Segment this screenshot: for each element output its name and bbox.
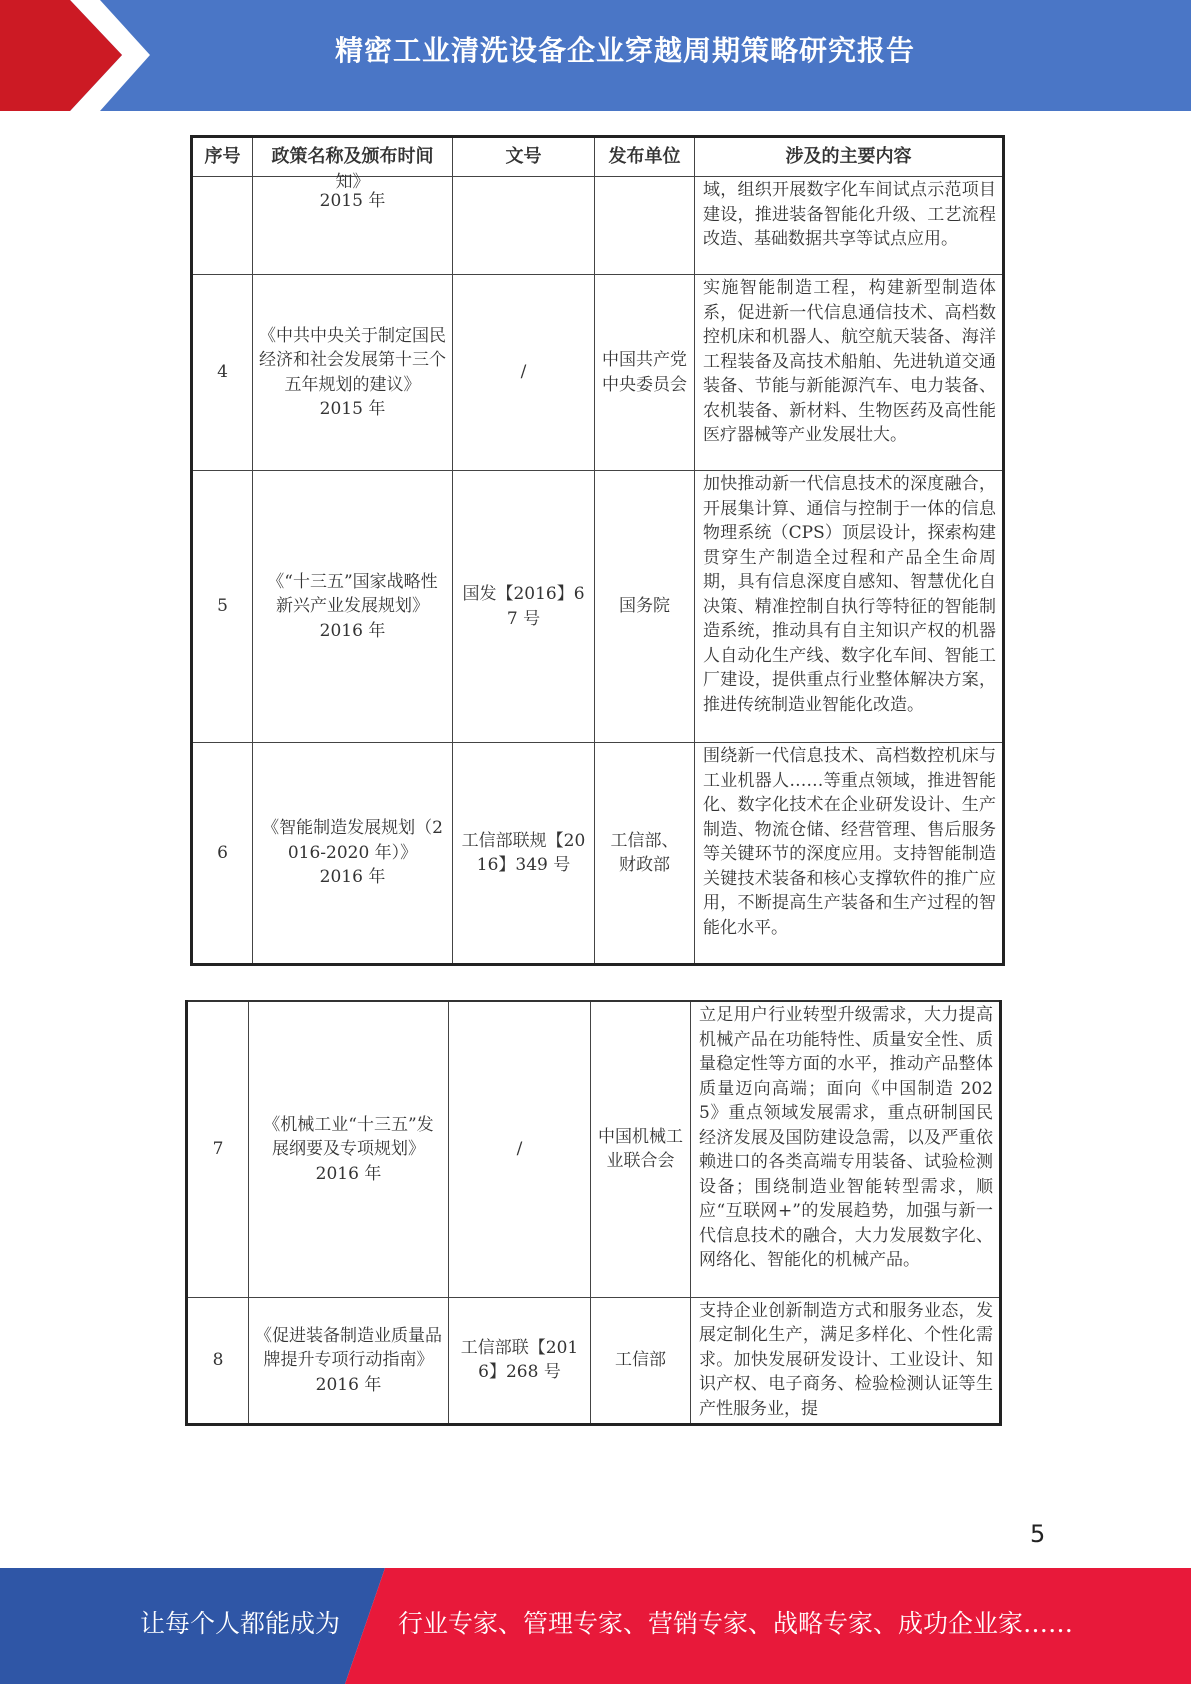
cell-content: 加快推动新一代信息技术的深度融合，开展集计算、通信与控制于一体的信息物理系统（CPS）顶层设计，探索构建贯穿生产制造全过程和产品全生命周期，具有信息深度自感知、智慧优化自决策、精准控制自执行等特征的智能制造系统，推动具有自主知识产权的机器人自动化生产线、数字化车间、智能工厂建设，提供重点行业整体解决方案，推进传统制造业智能化改造。 [695,471,1004,743]
policy-name: 《中共中央关于制定国民经济和社会发展第十三个五年规划的建议》 [259,325,446,395]
cell-content: 立足用户行业转型升级需求，大力提高机械产品在功能特性、质量安全性、质量稳定性等方面的水平，推动产品整体质量迈向高端；面向《中国制造 2025》重点领域发展需求，重点研制国民经济发展及国防建设急需，以及严重依赖进口的各类高端专用装备、试验检测设备；围绕制造业智能转型需求，顺应“互联网+”的发展趋势，加强与新一代信息技术的融合，大力发展数字化、网络化、智能化的机械产品。 [691,1001,1001,1297]
cell-issuer [595,743,695,965]
cell-issuer [595,275,695,471]
issuer-name: 国务院 [619,596,670,617]
cell-name [253,172,453,275]
policy-name: 《“十三五”国家战略性新兴产业发展规划》 [267,571,438,617]
table-header-row [192,137,1004,177]
column-header-name: 政策名称及颁布时间 [253,137,453,177]
cell-content: 实施智能制造工程，构建新型制造体系，促进新一代信息通信技术、高档数控机床和机器人、航空航天装备、海洋工程装备及高技术船舶、先进轨道交通装备、节能与新能源汽车、电力装备、农机装备、新材料、生物医药及高性能医疗器械等产业发展壮大。 [695,275,1004,471]
policy-name: 《机械工业“十三五”发展纲要及专项规划》 [263,1114,434,1159]
cell-doc [453,177,595,275]
cell-doc: 工信部联规【2016】349 号 [453,743,595,965]
cell-content: 围绕新一代信息技术、高档数控机床与工业机器人……等重点领域，推进智能化、数字化技术在企业研发设计、生产制造、物流仓储、经营管理、售后服务等关键环节的深度应用。支持智能制造关键技术装备和核心支撑软件的推广应用，不断提高生产装备和生产过程的智能化水平。 [695,743,1004,965]
cell-name [253,275,453,471]
cell-name [253,471,453,743]
policy-name: 《促进装备制造业质量品牌提升专项行动指南》 [255,1325,442,1370]
policy-table-part-2 [185,1000,1002,1426]
cell-name [253,743,453,965]
cell-doc: / [453,275,595,471]
table-row [192,471,1004,743]
policy-year: 2015 年 [319,191,386,211]
policy-year: 2016 年 [315,1374,382,1395]
table-row [192,177,1004,275]
cell-doc: / [449,1001,591,1297]
policy-year: 2016 年 [319,620,386,641]
column-header-doc: 文号 [453,137,595,177]
report-title: 精密工业清洗设备企业穿越周期策略研究报告 [334,34,915,67]
page-number: 5 [1030,1520,1046,1548]
policy-name: 知》 [335,172,370,192]
cell-issuer [595,177,695,275]
cell-content: 域，组织开展数字化车间试点示范项目建设，推进装备智能化升级、工艺流程改造、基础数据共享等试点应用。 [695,177,1004,275]
issuer-name: 工信部 [615,1350,666,1370]
issuer-name: 中国机械工业联合会 [598,1126,683,1172]
column-header-content: 涉及的主要内容 [695,137,1004,177]
header-arrow-decoration [0,0,160,111]
cell-doc: 工信部联【2016】268 号 [449,1297,591,1425]
footer-slogan-right: 行业专家、管理专家、营销专家、战略专家、成功企业家…… [398,1609,1074,1638]
header-banner [0,0,1191,111]
policy-name: 《智能制造发展规划（2016-2020 年）》 [262,818,443,863]
issuer-name: 中国共产党中央委员会 [602,350,687,395]
footer-slogan-left: 让每个人都能成为 [140,1609,341,1638]
column-header-no: 序号 [192,137,253,177]
cell-no [192,177,253,275]
policy-table-part-1 [190,135,1005,966]
cell-issuer [591,1297,691,1425]
cell-name [249,1001,449,1297]
issuer-name: 财政部 [619,855,670,875]
policy-year: 2015 年 [319,399,386,419]
cell-content: 支持企业创新制造方式和服务业态，发展定制化生产，满足多样化、个性化需求。加快发展研发设计、工业设计、知识产权、电子商务、检验检测认证等生产性服务业，提 [691,1297,1001,1425]
table-row [192,743,1004,965]
table-row [192,275,1004,471]
policy-year: 2016 年 [319,867,386,888]
cell-doc: 国发【2016】67 号 [453,471,595,743]
cell-no: 8 [187,1297,249,1425]
cell-issuer [595,471,695,743]
cell-no: 4 [192,275,253,471]
cell-no: 6 [192,743,253,965]
table-row [187,1297,1001,1425]
cell-no: 5 [192,471,253,743]
issuer-name: 工信部、 [610,830,679,851]
policy-year: 2016 年 [315,1163,382,1184]
column-header-issuer: 发布单位 [595,137,695,177]
cell-name [249,1297,449,1425]
table-row [187,1001,1001,1297]
cell-issuer [591,1001,691,1297]
cell-no: 7 [187,1001,249,1297]
